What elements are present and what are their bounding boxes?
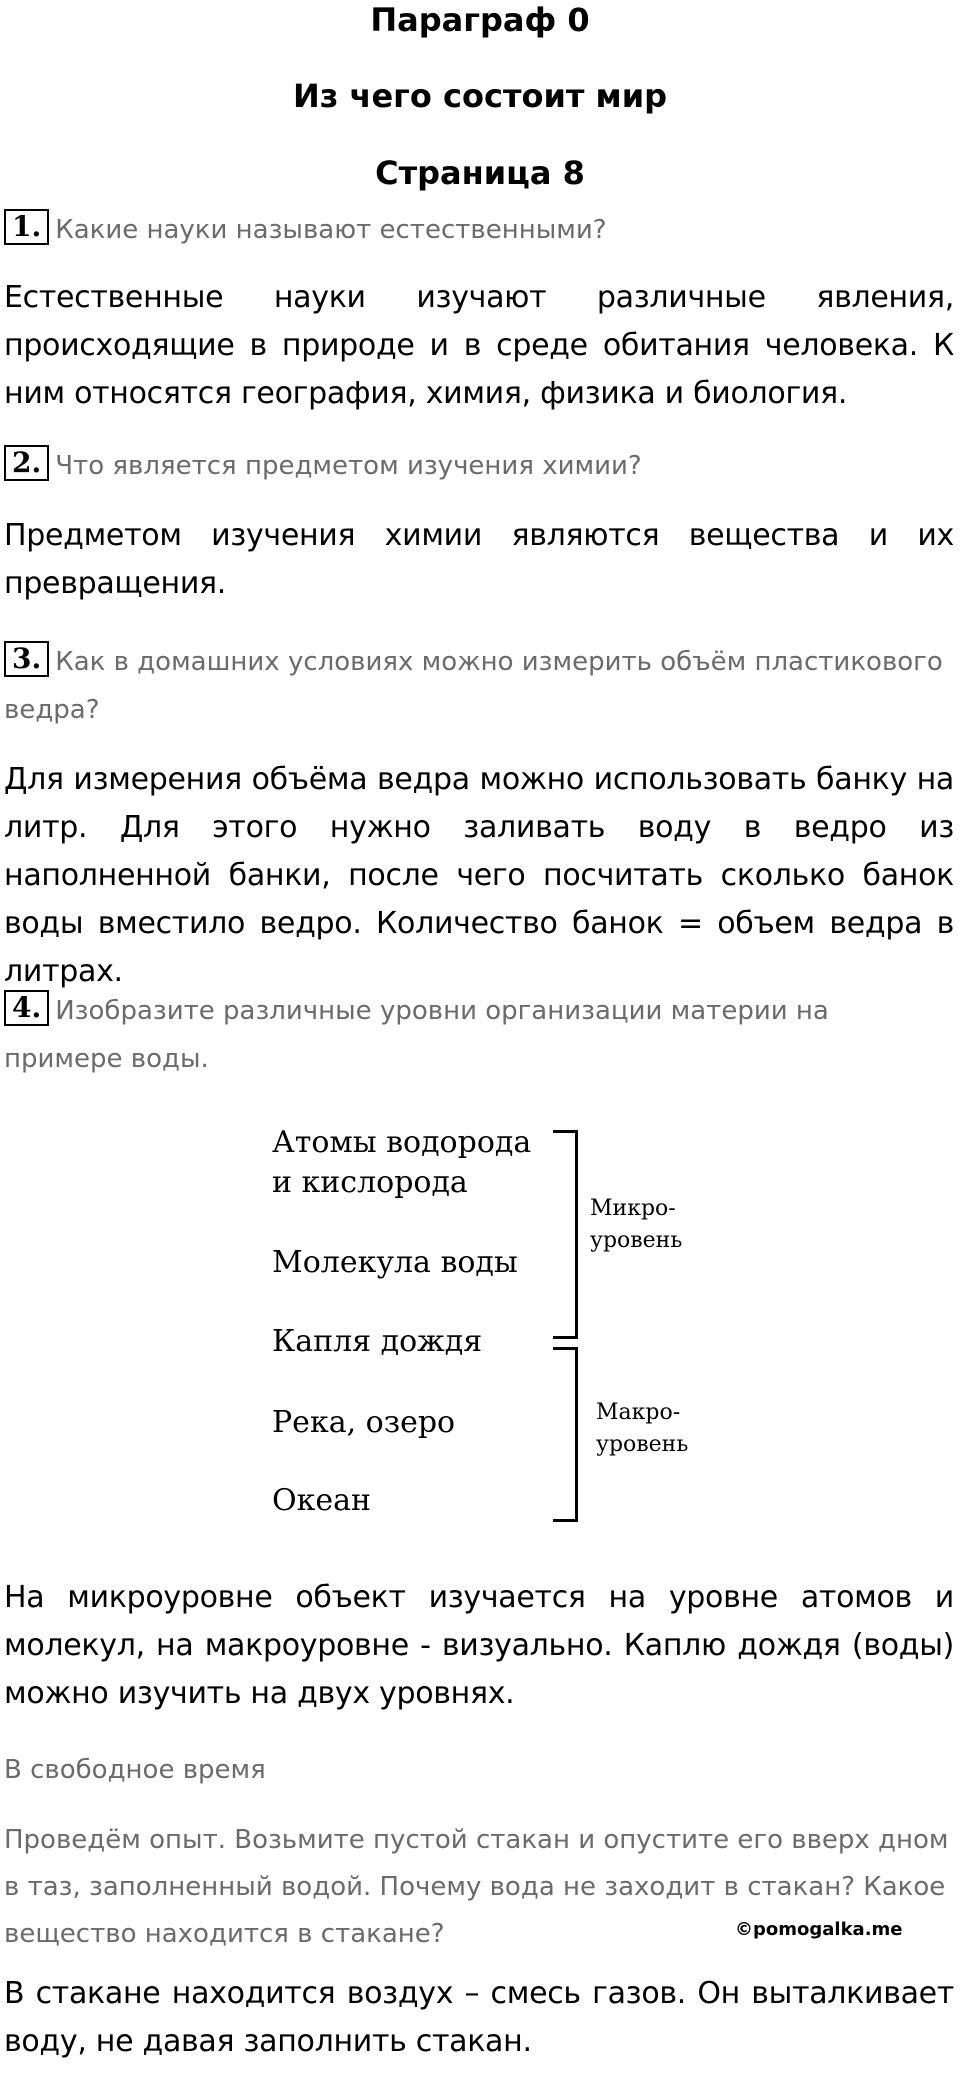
- micro-bracket: [553, 1130, 578, 1339]
- level-atoms-cont: и кислорода: [272, 1165, 468, 1200]
- answer-4: На микроуровне объект изучается на уровне атомов и молекул, на макроуровне - визуально. Каплю дождя (воды) можно изучить на двух уровнях.: [4, 1580, 954, 1711]
- question-text: Изобразите различные уровни организации материи на примере воды.: [4, 996, 829, 1074]
- answer-3: Для измерения объёма ведра можно использовать банку на литр. Для этого нужно заливать воду в ведро из наполненной банки, после чего посчитать сколько банок воды вместило ведро. Количество банок = объем ведра в литрах.: [4, 762, 954, 989]
- question-number: 1.: [4, 209, 49, 245]
- level-molecule: Молекула воды: [272, 1245, 518, 1280]
- question-text: Как в домашних условиях можно измерить объём пластикового ведра?: [4, 647, 943, 725]
- matter-levels-diagram: [0, 1115, 960, 1535]
- question-3: [4, 638, 954, 734]
- question-number: 3.: [4, 641, 49, 677]
- question-2: [4, 442, 954, 490]
- question-text: Какие науки называют естественными?: [55, 215, 607, 245]
- topic-title: Из чего состоит мир: [292, 77, 668, 115]
- answer-2: Предметом изучения химии являются вещества и их превращения.: [4, 518, 954, 601]
- free-time-heading: В свободное время: [4, 1755, 266, 1785]
- copyright: ©pomogalka.me: [735, 1919, 903, 1940]
- question-text: Что является предметом изучения химии?: [55, 451, 642, 481]
- level-river: Река, озеро: [272, 1405, 456, 1440]
- macro-bracket: [553, 1347, 578, 1522]
- micro-label-cont: уровень: [590, 1228, 683, 1253]
- answer-1: Естественные науки изучают различные явления, происходящие в природе и в среде обитания человека. К ним относятся география, химия, физика и биология.: [4, 280, 954, 411]
- level-ocean: Океан: [272, 1483, 371, 1518]
- level-atoms: Атомы водорода: [272, 1125, 532, 1160]
- question-4: [4, 987, 954, 1083]
- page-title: Страница 8: [375, 154, 585, 192]
- level-raindrop: Капля дождя: [272, 1324, 483, 1359]
- question-1: [4, 206, 954, 254]
- free-time-task: Проведём опыт. Возьмите пустой стакан и опустите его вверх дном в таз, заполненный водой. Почему вода не заходит в стакан? Какое вещество находится в стакане?: [4, 1825, 949, 1949]
- macro-label-cont: уровень: [596, 1432, 689, 1457]
- question-number: 2.: [4, 445, 49, 481]
- question-number: 4.: [4, 990, 49, 1026]
- macro-label: Макро-: [596, 1400, 681, 1425]
- free-time-answer: В стакане находится воздух – смесь газов. Он выталкивает воду, не давая заполнить стакан.: [4, 1976, 954, 2059]
- micro-label: Микро-: [590, 1196, 676, 1221]
- paragraph-title: Параграф 0: [370, 1, 590, 39]
